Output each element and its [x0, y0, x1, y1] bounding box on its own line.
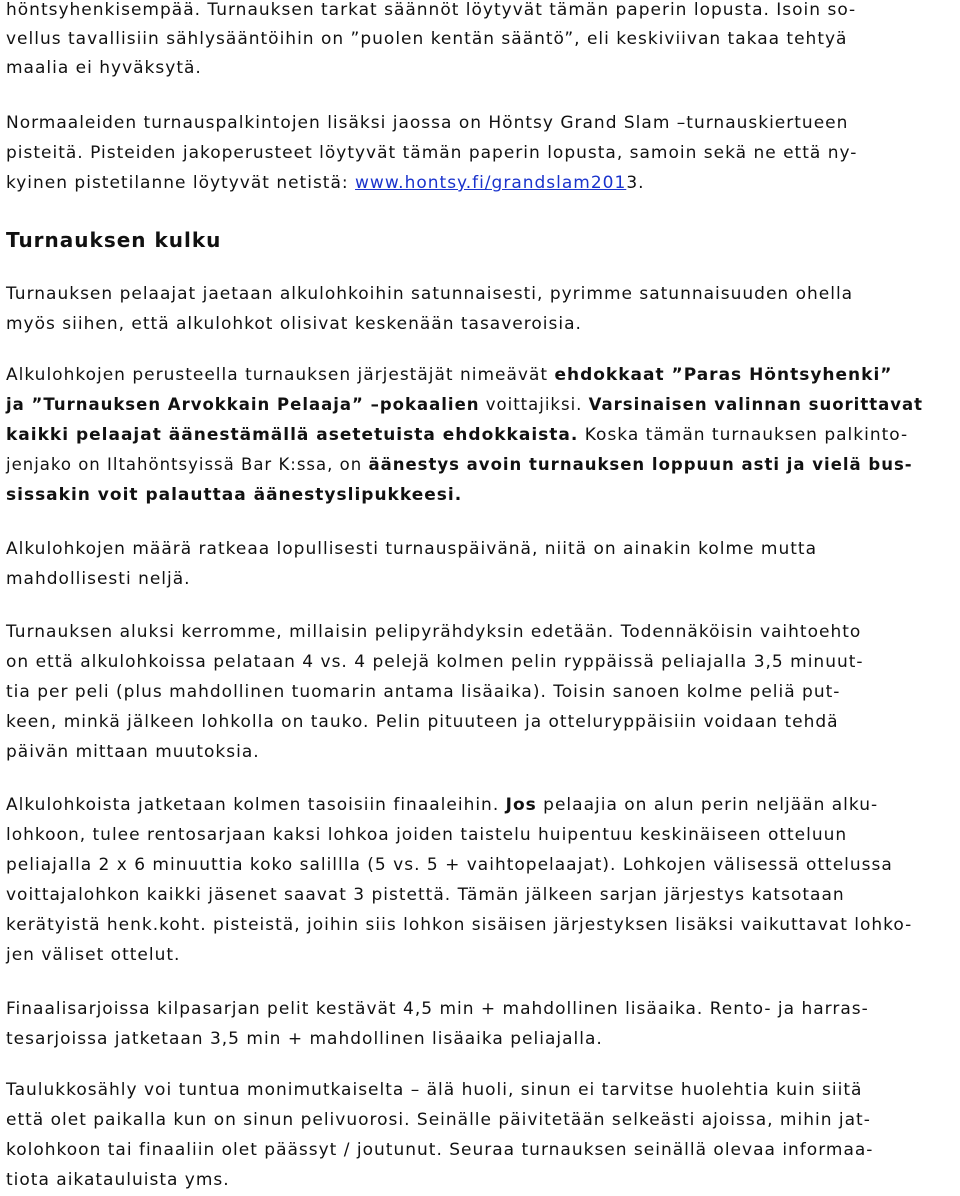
text-line: Turnauksen aluksi kerromme, millaisin pelipyrähdyksin edetään. Todennäköisin vaihtoehto — [6, 622, 862, 642]
text-line — [6, 455, 913, 475]
text-line: Alkulohkojen määrä ratkeaa lopullisesti turnauspäivänä, niitä on ainakin kolme mutta — [6, 539, 817, 559]
text-span: voittajiksi. — [479, 395, 589, 414]
text-line: sissakin voit palauttaa äänestyslipukkeesi. — [6, 485, 463, 505]
text-span: jenjako on Iltahöntsyissä Bar K:ssa, on — [6, 455, 369, 474]
text-line: tia per peli (plus mahdollinen tuomarin antama lisäaika). Toisin sanoen kolme peliä put- — [6, 682, 841, 702]
text-line — [6, 173, 645, 193]
bold-span: ehdokkaat ”Paras Höntsyhenki” — [554, 365, 893, 385]
text-line: kerätyistä henk.koht. pisteistä, joihin siis lohkon sisäisen järjestyksen lisäksi vaikuttavat lohko- — [6, 915, 913, 935]
text-line — [6, 395, 923, 415]
bold-span: ja ”Turnauksen Arvokkain Pelaaja” –pokaalien — [6, 395, 480, 414]
text-line: tesarjoissa jatketaan 3,5 min + mahdollinen lisäaika peliajalla. — [6, 1029, 603, 1049]
text-line: on että alkulohkoissa pelataan 4 vs. 4 pelejä kolmen pelin ryppäissä peliajalla 3,5 minuut- — [6, 652, 864, 672]
text-line — [6, 425, 908, 445]
text-line: höntsyhenkisempää. Turnauksen tarkat säännöt löytyvät tämän paperin lopusta. Isoin so- — [6, 0, 857, 20]
text-line: pisteitä. Pisteiden jakoperusteet löytyvät tämän paperin lopusta, samoin sekä ne että ny- — [6, 143, 858, 163]
text-line: maalia ei hyväksytä. — [6, 58, 202, 78]
section-heading: Turnauksen kulku — [6, 228, 222, 252]
text-line: voittajalohkon kaikki jäsenet saavat 3 pistettä. Tämän jälkeen sarjan järjestys katsotaan — [6, 885, 845, 905]
text-line: Taulukkosähly voi tuntua monimutkaiselta – älä huoli, sinun ei tarvitse huolehtia kuin siitä — [6, 1080, 863, 1100]
text-line: Finaalisarjoissa kilpasarjan pelit kestävät 4,5 min + mahdollinen lisäaika. Rento- ja harras- — [6, 999, 869, 1019]
text-line: että olet paikalla kun on sinun pelivuorosi. Seinälle päivitetään selkeästi ajoissa, mihin jat- — [6, 1110, 871, 1130]
text-span: kyinen pistetilanne löytyvät netistä: — [6, 173, 356, 193]
bold-span: äänestys avoin turnauksen loppuun asti ja vielä bus- — [368, 455, 913, 474]
text-line: vellus tavallisiin sählysääntöihin on ”puolen kentän sääntö”, eli keskiviivan takaa tehtyä — [6, 29, 848, 49]
text-line — [6, 365, 892, 385]
text-line: päivän mittaan muutoksia. — [6, 742, 260, 762]
text-span: Alkulohkoista jatketaan kolmen tasoisiin finaaleihin. — [6, 795, 506, 815]
text-line: lohkoon, tulee rentosarjaan kaksi lohkoa joiden taistelu huipentuu keskinäiseen otteluun — [6, 825, 848, 845]
text-line: peliajalla 2 x 6 minuuttia koko salillla (5 vs. 5 + vaihtopelaajat). Lohkojen välisessä ottelussa — [6, 855, 893, 875]
bold-span: kaikki pelaajat äänestämällä asetetuista ehdokkaista. — [6, 425, 579, 445]
text-line: mahdollisesti neljä. — [6, 569, 191, 589]
text-span: pelaajia on alun perin neljään alku- — [536, 795, 879, 815]
grand-slam-link[interactable]: www.hontsy.fi/grandslam201 — [355, 173, 627, 193]
text-line: jen väliset ottelut. — [6, 945, 181, 965]
text-line: tiota aikatauluista yms. — [6, 1170, 230, 1190]
text-span: Koska tämän turnauksen palkinto- — [578, 425, 909, 445]
text-line: Turnauksen pelaajat jaetaan alkulohkoihin satunnaisesti, pyrimme satunnaisuuden ohella — [6, 284, 854, 304]
text-span: 3. — [626, 173, 645, 193]
text-line — [6, 795, 878, 815]
bold-span: Varsinaisen valinnan suorittavat — [588, 395, 924, 414]
text-line: keen, minkä jälkeen lohkolla on tauko. Pelin pituuteen ja otteluryppäisiin voidaan tehdä — [6, 712, 839, 732]
text-line: kolohkoon tai finaaliin olet päässyt / joutunut. Seuraa turnauksen seinällä olevaa informaa- — [6, 1140, 874, 1160]
text-line: myös siihen, että alkulohkot olisivat keskenään tasaveroisia. — [6, 314, 582, 334]
bold-span: Jos — [505, 795, 537, 815]
text-span: Alkulohkojen perusteella turnauksen järjestäjät nimeävät — [6, 365, 555, 385]
text-line: Normaaleiden turnauspalkintojen lisäksi jaossa on Höntsy Grand Slam –turnauskiertueen — [6, 113, 849, 133]
